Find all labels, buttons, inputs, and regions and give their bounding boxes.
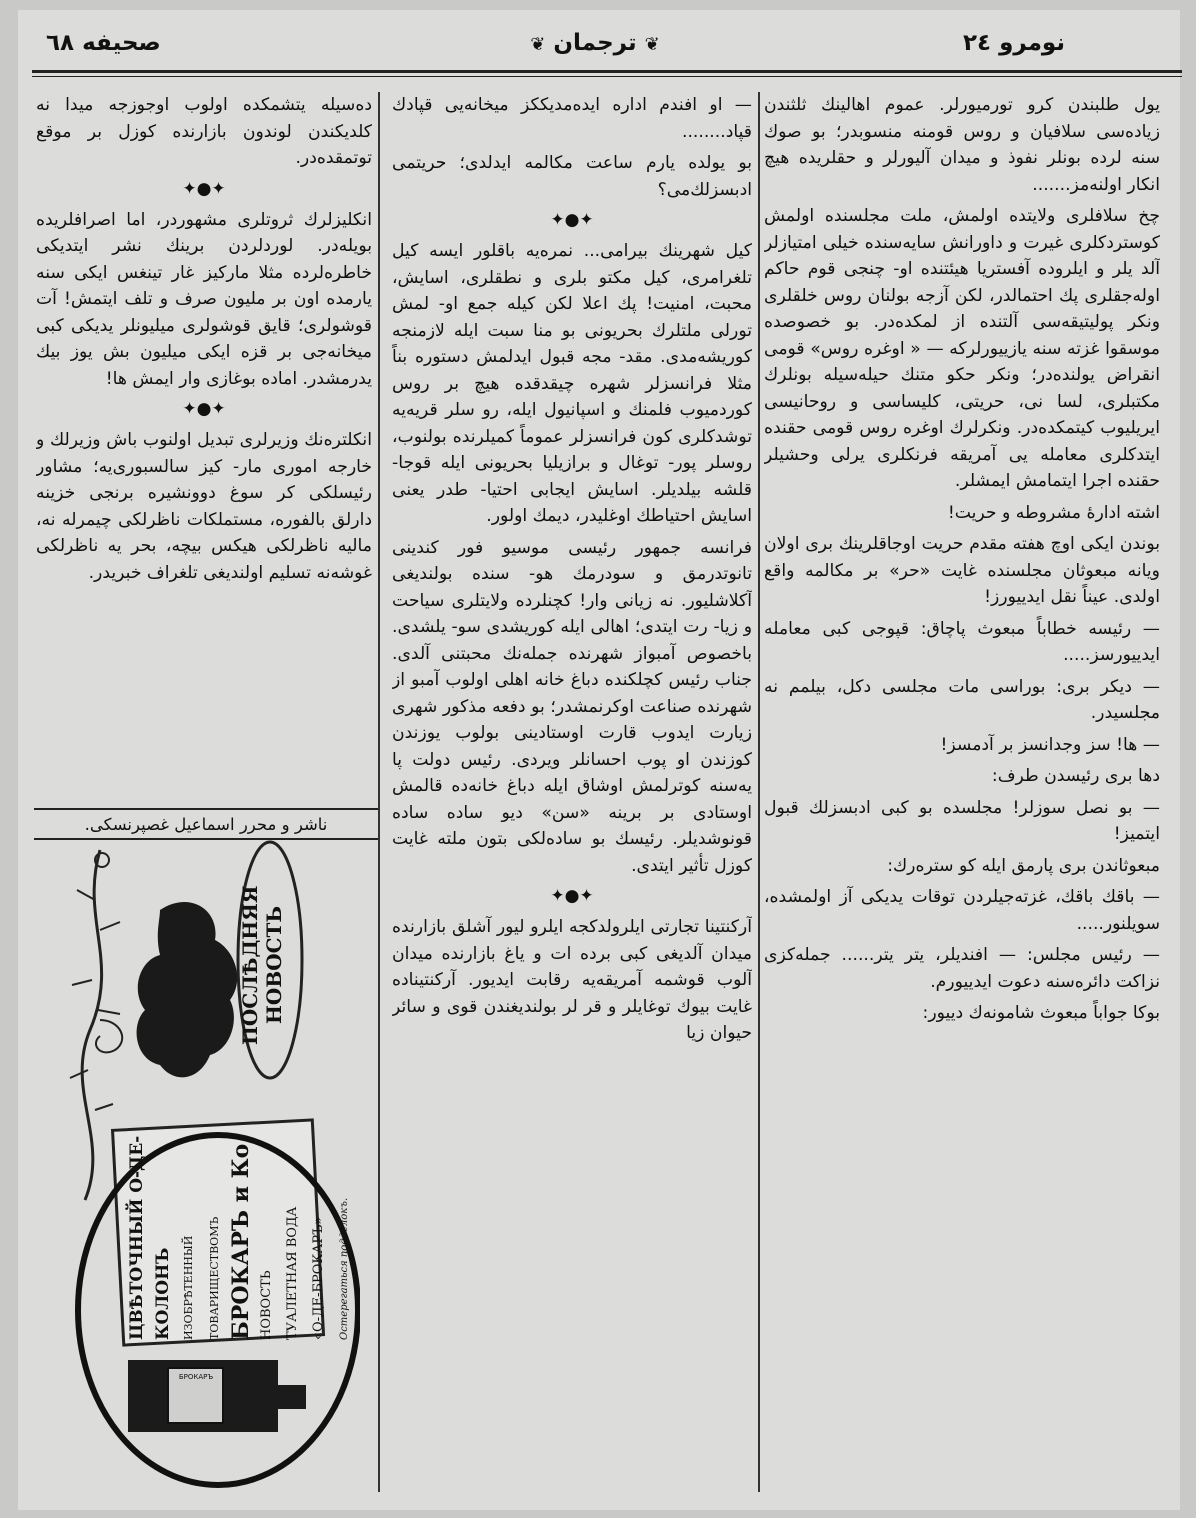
article-paragraph: چخ سلافلری ولایتده اولمش، ملت مجلسنده اولمش کوستردکلری غیرت و داورانش سایه‌سنده خیلی امتیازلر آلد یلر و ایلروده آفستریا هیئتنده او- چنجی قوم حاکم اوله‌جقلری پك احتمالدر، لکن آزجه بولنان روس خلقلری ونکر پولیتیقه‌سی آلتنده از لمکده‌در. بو خصوصده موسقوا غزته سنه یازییورلرکه — « اوغره روس» قومی انقراض یولنده‌در؛ ونکر حکو متنك حیله‌سیله بونلرك مکتبلری، لسا نی، حریتی، کلیساسی و روحانیسی ایریلیوب کیتمکده‌در. ونکرلرك اوغره روس قومی حقنده ایتدکلری معامله یی آمریقه فرنکلری یرلی وحشیلر حقنده اجرا ایتمامش ایمشلر. bbox=[764, 206, 1160, 491]
ad-novelty: НОВОСТЬ bbox=[259, 1270, 274, 1340]
article-paragraph: بو یولده یارم ساعت مکالمه ایدلدی؛ حریتمی ادبسزلك‌می؟ bbox=[392, 153, 752, 200]
ad-warning: Остерегаться подделокъ. bbox=[339, 1197, 350, 1340]
ad-product: ТУАЛЕТНАЯ ВОДА bbox=[285, 1206, 300, 1340]
ad-oval-text: ПОСЛѢДНЯЯ НОВОСТЬ bbox=[238, 885, 286, 1045]
article-paragraph: بوکا جواباً مبعوث شامونەك دییور: bbox=[922, 1003, 1160, 1023]
ad-company-line: ЦВѢТОЧНЫЙ О-ДЕ-КОЛОНЪ bbox=[127, 1135, 173, 1340]
section-separator-icon: ✦●✦ bbox=[182, 399, 226, 419]
column-right bbox=[764, 92, 1160, 1502]
article-paragraph: مبعوثاندن بری پارمق ایله کو سترەرك: bbox=[887, 855, 1160, 876]
article-paragraph: اشته ادارهٔ مشروطه و حریت! bbox=[947, 502, 1160, 523]
masthead-title bbox=[510, 30, 680, 56]
masthead-title-text: ترجمان bbox=[553, 30, 637, 56]
article-paragraph: — دیکر بری: بوراسی مات مجلسی دکل، بیلمم نه مجلسیدر. bbox=[764, 676, 1160, 723]
section-separator-icon: ✦●✦ bbox=[550, 210, 594, 230]
section-separator-icon: ✦●✦ bbox=[550, 886, 594, 906]
article-paragraph: انکلیزلرك ثروتلری مشهوردر، اما اصرافلریده بویله‌در. لوردلردن برینك نشر ایتدیکی خاطره‌لرده مثلا مارکیز غار تینغس ایکی سنه یارمده اون بر ملیون صرف و تلف ایتمش! آت قوشولری؛ قایق قوشولری میلیونلر یدیکی کبی میخانه‌جی بر قزه ایکی میلیون بش یوز بیك یدرمشدر. اماده بوغازی وار ایمش ها! bbox=[36, 209, 372, 389]
header-rule-thin bbox=[32, 76, 1182, 77]
article-paragraph: — ها! سز وجدانسز بر آدمسز! bbox=[940, 734, 1160, 755]
article-paragraph: — باقك باقك، غزته‌جیلردن توقات یدیکی آز اولمشده، سویلنور..... bbox=[764, 887, 1160, 934]
masthead-ornament-icon: ❦ bbox=[530, 34, 546, 55]
publisher-rule bbox=[34, 808, 378, 810]
ad-label-text bbox=[124, 1130, 350, 1340]
column-left bbox=[36, 92, 372, 792]
article-paragraph: — او افندم اداره ایده‌مدیککز میخانه‌یی قپادك قپاد........ bbox=[392, 95, 752, 142]
article-paragraph: کیل شهرینك بیرامی... نمره‌یه باقلور ایسه کیل تلغرامری، کیل مکتو بلری و نطقلری، اسایش، محبت، امنیت! پك اعلا لکن کیله جمع او- لمش تورلی ملتلرك بحریونی بو منا سبت ایله لازمنجه کوریشه‌مدی. مقد- مجه قبول ایدلمش دستوره بناً مثلا فرانسزلر شهره چیقدقده هیچ بر روس کوردمیوب فلمنك و اسپانیول ایله، رو سلر قریه‌یه توشدکلری کون فرانسزلر عموماً کمیلرنده بولنوب، روسلر پور- توغال و برازیلیا بحریونی ایله قوجا- قلشه بیلدیلر. اسایش ایجابی احتیا- طدر یعنی اسایش احتیاطك اوغلیدر، دیمك اولور. bbox=[392, 241, 752, 526]
section-separator-icon: ✦●✦ bbox=[182, 178, 226, 199]
ad-brand: БРОКАРЪ и Ко bbox=[228, 1143, 254, 1340]
column-middle bbox=[392, 92, 752, 1502]
masthead-ornament-icon: ❦ bbox=[644, 34, 660, 55]
publisher-credit: ناشر و محرر اسماعیل غصپرنسکی. bbox=[84, 815, 328, 834]
article-paragraph: انکلتره‌نك وزیرلری تبدیل اولنوب باش وزیرلك و خارجه اموری مار- کیز سالسبوری‌یه؛ مشاور رئیسلکی کر سوغ دوونشیره برنجی خزینه دارلق بالفوره، مستملکات ناظرلکی چیمرله نه، مالیه ناظرلکی هیکس بیچه، بحر یه ناظرلکی غوشه‌نه تسلیم اولندیغی تلغراف خبریدر. bbox=[36, 430, 372, 583]
article-paragraph: دها بری رئیسدن طرف: bbox=[991, 766, 1160, 786]
perfume-advertisement bbox=[40, 840, 360, 1490]
column-divider bbox=[758, 92, 760, 1492]
ad-product: «О-ДЕ-БРОКАРЪ» bbox=[311, 1216, 326, 1340]
column-divider bbox=[378, 92, 380, 1492]
ad-sub-line: ИЗОБРѢТЕННЫЙ bbox=[182, 1235, 195, 1340]
article-paragraph: — بو نصل سوزلر! مجلسده بو کبی ادبسزلك قبول ایتمیز! bbox=[764, 797, 1160, 844]
article-paragraph: — رئیس مجلس: — افندیلر، یتر یتر...... جمله‌کزی نزاکت دائره‌سنه دعوت ایدییورم. bbox=[764, 945, 1160, 992]
issue-number: نومرو ٢٤ bbox=[963, 30, 1065, 56]
article-paragraph: — رئیسه خطاباً مبعوث پاچاق: قپوجی کبی معامله ایدییورسز..... bbox=[764, 618, 1160, 665]
ad-sub-line: ТОВАРИЩЕСТВОМЪ bbox=[208, 1216, 221, 1340]
article-paragraph: ده‌سیله یتشمکده اولوب اوجوزجه میدا نه کلدیکندن لوندون بازارنده کوزل بر موقع توتمقده‌در. bbox=[36, 95, 372, 168]
article-paragraph: بوندن ایکی اوچ هفته مقدم حریت اوجاقلرینك بری اولان ویانه مبعوثان مجلسنده غایت «حر» بر مکالمه واقع اولدی. عیناً نقل ایدییورز! bbox=[764, 534, 1160, 607]
bottle-label: БРОКАРЪ bbox=[178, 1373, 214, 1381]
article-paragraph: فرانسه جمهور رئیسی موسیو فور کندینی تانوتدرمق و سودرمك هو- سنده بولندیغی آکلاشلیور. نه زیانی وار! کچنلرده ولایتلری سیاحت و زیا- رت ایتدی؛ اهالی ایله کوریشدی سو- یلشدی. باخصوص آمبواز شهرنده جمله‌نك محبتنی آلدی. جناب رئیس کچلکنده دباغ خانه اهلی اولوب آمبو از شهرنده صناعت اوکرنمشدر؛ بو دفعه مذکور شهری زیارت ایدوب قارت اوستادینی بولوب یوزندن کوزندن او پوب احسانلر ویردی. رئیس دولت پا یه‌سنه کوترلمش اوشاق ایله دباغ خانه‌ده قالمش اوستادی بر برینه «سن» دیو ساده ساده قونوشدیلر. رئیسك بو ساده‌لکی بتون ملته غایت کوزل تأثیر ایتدی. bbox=[392, 537, 752, 876]
article-paragraph: آرکنتینا تجارتی ایلرولدکجه ایلرو لیور آشلق بازارنده میدان آلدیغی کبی برده ات و یاغ بازارنده میدان آلوب قوشمه آمریقه‌یه رقابت ایدیور. آرکنتیناده غایت بیوك توغایلر و قر لر بولندیغندن قوی و سائر حیوان زیا bbox=[392, 917, 752, 1043]
article-paragraph: یول طلبندن کرو تورمیورلر. عموم اهالینك ثلثندن زیاده‌سی سلافیان و روس قومنه منسوبدر؛ بو صوك سنه لرده بونلر نفوذ و میدان آلیورلر و حقلریده هیچ انکار اولنه‌مز....... bbox=[764, 95, 1160, 195]
page-number: صحیفه ٦٨ bbox=[46, 30, 161, 56]
header-rule bbox=[32, 70, 1182, 73]
